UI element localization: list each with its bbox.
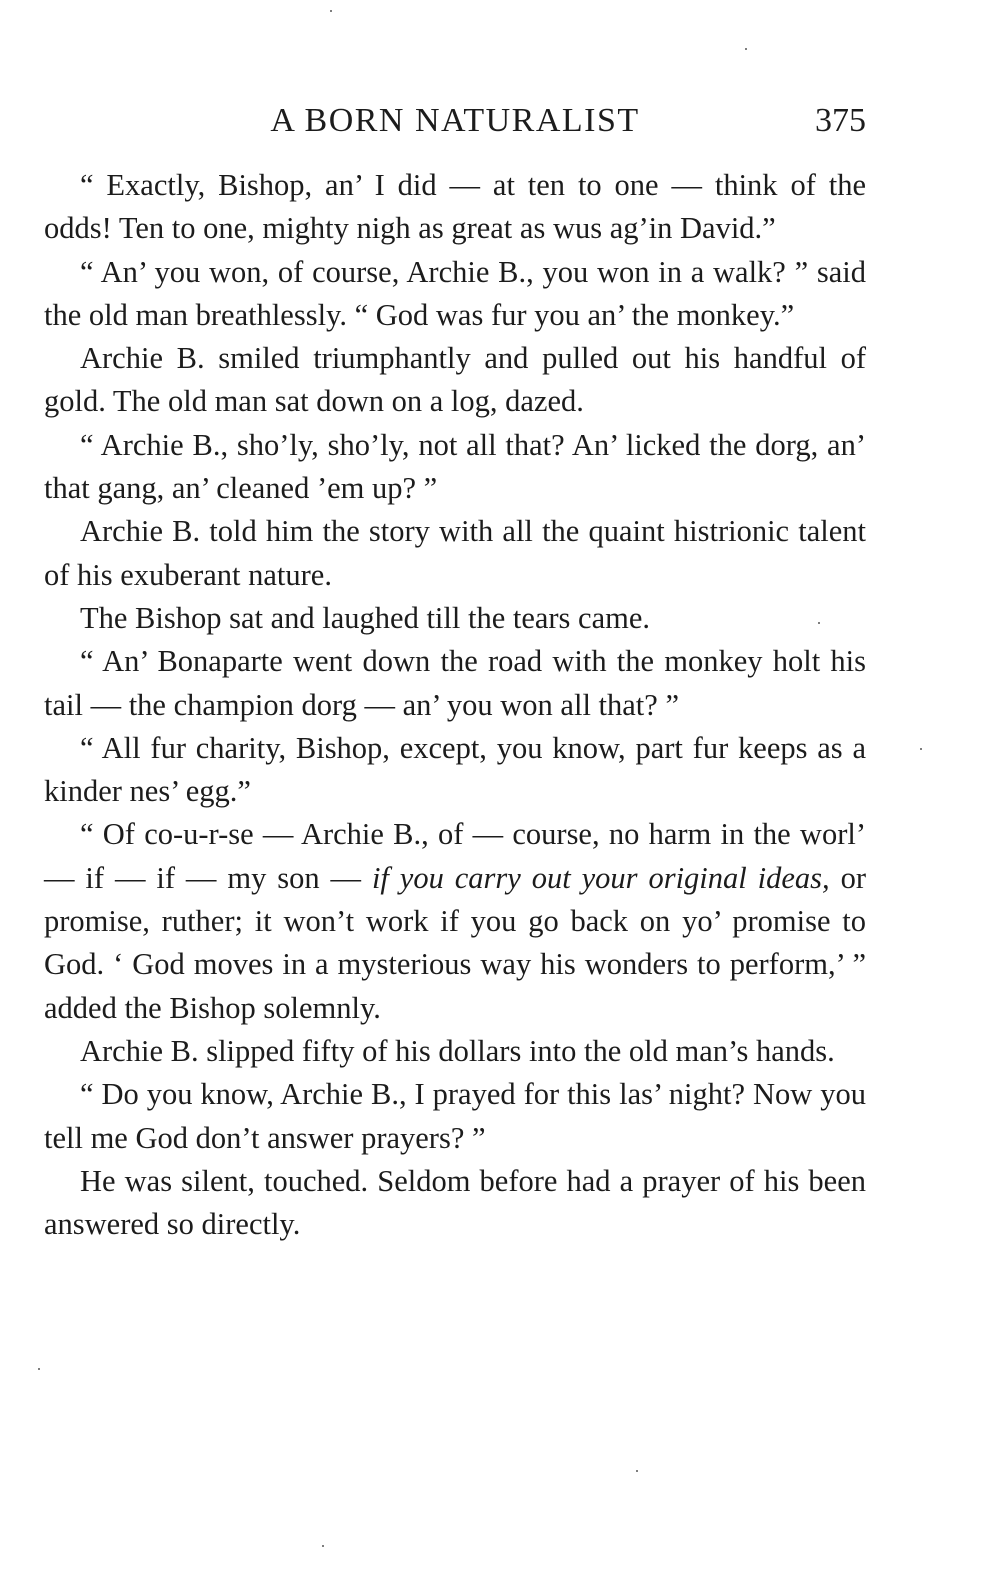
text-run: Archie B. told him the story with all the quaint histrionic talent of his exuberant nature. (44, 514, 866, 592)
text-run: “ An’ Bonaparte went down the road with the monkey holt his tail — the champion dorg — an’ you won all that? ” (44, 644, 866, 722)
paragraph (44, 1160, 866, 1247)
text-run: Archie B. slipped fifty of his dollars into the old man’s hands. (80, 1033, 835, 1068)
text-run: “ All fur charity, Bishop, except, you know, part fur keeps as a kinder nes’ egg.” (44, 730, 866, 809)
text-run: “ Archie B., sho’ly, sho’ly, not all that? An’ licked the dorg, an’ that gang, an’ cleaned ’em up? ” (44, 427, 866, 506)
text-run: The Bishop sat and laughed till the tears came. (80, 600, 651, 635)
paragraph (44, 813, 866, 1029)
paragraph (44, 1073, 866, 1160)
text-run: He was silent, touched. Seldom before had a prayer of his been answered so directly. (44, 1163, 866, 1242)
text-run: “ Do you know, Archie B., I prayed for this las’ night? Now you tell me God don’t answer prayers? ” (44, 1077, 866, 1155)
print-speck (745, 48, 747, 50)
print-speck (330, 10, 332, 12)
paragraph (44, 164, 866, 251)
paragraph (44, 1030, 866, 1073)
running-head (44, 96, 866, 146)
text-run: “ An’ you won, of course, Archie B., you won in a walk? ” said the old man breathlessly. “ God was fur you an’ the monkey.” (44, 254, 866, 332)
running-title: A BORN NATURALIST (270, 102, 640, 139)
paragraph (44, 510, 866, 597)
text-run: or promise, ruther; it won’t work if you go back on yo’ promise to God. ‘ God moves in a mysterious way his wonders to perform,’ ” added the Bishop solemnly. (44, 860, 866, 1025)
italic-text: if you carry out your original ideas, (371, 860, 830, 895)
print-speck (920, 748, 922, 750)
paragraph (44, 597, 866, 640)
paragraph (44, 424, 866, 511)
body-text (44, 164, 866, 1246)
print-speck (38, 1368, 40, 1370)
paragraph (44, 640, 866, 727)
print-speck (636, 1470, 638, 1472)
print-speck (818, 622, 820, 624)
text-run: “ Of co-u-r-se — Archie B., of — course, no harm in the worl’ — if — if — my son — (44, 817, 866, 895)
print-speck (322, 1545, 324, 1547)
text-run: “ Exactly, Bishop, an’ I did — at ten to one — think of the odds! Ten to one, mighty nigh as great as wus ag’in David.” (44, 168, 866, 246)
text-run: Archie B. smiled triumphantly and pulled out his handful of gold. The old man sat down on a log, dazed. (44, 341, 866, 419)
paragraph (44, 337, 866, 424)
page-number: 375 (815, 102, 866, 139)
paragraph (44, 251, 866, 338)
paragraph (44, 727, 866, 814)
